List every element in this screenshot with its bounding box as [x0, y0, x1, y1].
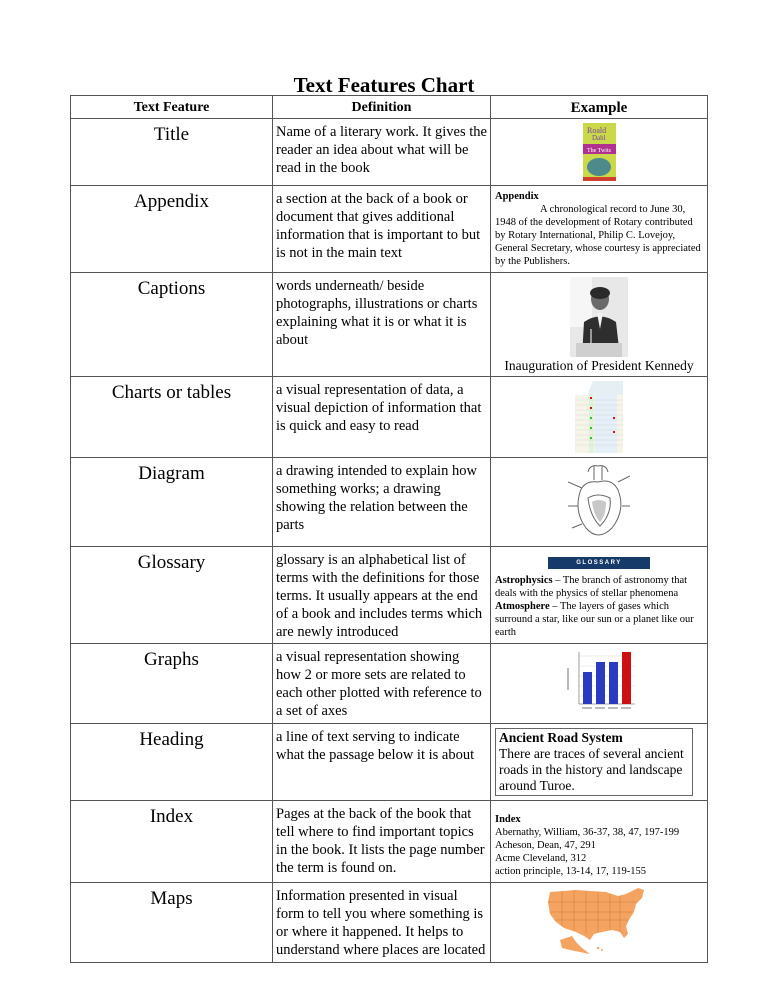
example-cell: [491, 273, 708, 377]
example-cell: [491, 883, 708, 963]
heading-example-body: There are traces of several ancient roads in the history and landscape around Turoe.: [499, 746, 684, 793]
index-example-heading: Index: [495, 814, 521, 825]
feature-cell: Glossary: [71, 547, 273, 644]
glossary-banner: GLOSSARY: [548, 557, 650, 569]
appendix-example-heading: Appendix: [495, 191, 539, 202]
definition-cell: a drawing intended to explain how something works; a drawing showing the relation between the parts: [273, 458, 491, 547]
glossary-entry: [495, 574, 703, 600]
definition-cell: a visual representation showing how 2 or more sets are related to each other plotted with reference to a set of axes: [273, 644, 491, 724]
example-cell: [491, 801, 708, 883]
bar-graph-icon: [563, 648, 635, 714]
definition-cell: Pages at the back of the book that tell where to find important topics in the book. It lists the page number the term is found on.: [273, 801, 491, 883]
feature-cell: Title: [71, 119, 273, 186]
definition-cell: a section at the back of a book or document that gives additional information that is important to but is not in the main text: [273, 186, 491, 273]
feature-cell: Diagram: [71, 458, 273, 547]
definition-cell: words underneath/ beside photographs, illustrations or charts explaining what it is or what it is about: [273, 273, 491, 377]
index-line: action principle, 13-14, 17, 119-155: [495, 866, 646, 877]
text-features-table: [70, 95, 708, 963]
feature-cell: Charts or tables: [71, 377, 273, 458]
table-row: [71, 644, 708, 724]
example-cell: [491, 724, 708, 801]
us-map-icon: [546, 886, 652, 956]
feature-cell: Maps: [71, 883, 273, 963]
heading-example-title: Ancient Road System: [499, 730, 623, 745]
index-line: Abernathy, William, 36-37, 38, 47, 197-199: [495, 827, 680, 838]
table-row: [71, 186, 708, 273]
table-header-row: [71, 96, 708, 119]
column-header-definition: Definition: [273, 96, 491, 119]
example-cell: [491, 644, 708, 724]
table-row: [71, 547, 708, 644]
svg-text:The Twits: The Twits: [586, 148, 611, 154]
definition-cell: Information presented in visual form to tell you where something is or where it happened. It helps to understand where places are located: [273, 883, 491, 963]
table-row: [71, 458, 708, 547]
document-title: Text Features Chart: [293, 73, 475, 97]
book-cover-icon: [583, 123, 616, 181]
example-cell: [491, 186, 708, 273]
svg-text:Roald: Roald: [586, 126, 606, 135]
definition-cell: glossary is an alphabetical list of terms with the definitions for those terms. It usually appears at the end of a book and includes terms which are newly introduced: [273, 547, 491, 644]
glossary-entry: [495, 600, 703, 639]
table-row: [71, 119, 708, 186]
glossary-definition: – The branch of astronomy that deals with the physics of stellar phenomena: [495, 575, 688, 599]
caption-text: Inauguration of President Kennedy: [504, 358, 694, 373]
glossary-term: Atmosphere: [495, 601, 550, 612]
glossary-definition: – The layers of gases which surround a star, like our sun or a planet like our earth: [495, 601, 694, 638]
svg-text:Dahl: Dahl: [591, 134, 606, 142]
definition-cell: Name of a literary work. It gives the reader an idea about what will be read in the book: [273, 119, 491, 186]
photo-kennedy-icon: [570, 277, 628, 357]
index-line: Acme Cleveland, 312: [495, 853, 587, 864]
feature-cell: Heading: [71, 724, 273, 801]
feature-cell: Captions: [71, 273, 273, 377]
table-row: [71, 883, 708, 963]
example-cell: [491, 547, 708, 644]
example-cell: [491, 458, 708, 547]
definition-cell: a line of text serving to indicate what the passage below it is about: [273, 724, 491, 801]
example-cell: [491, 377, 708, 458]
table-row: [71, 273, 708, 377]
heart-diagram-icon: [568, 462, 630, 542]
index-line: Acheson, Dean, 47, 291: [495, 840, 596, 851]
table-row: [71, 801, 708, 883]
table-row: [71, 377, 708, 458]
table-row: [71, 724, 708, 801]
feature-cell: Graphs: [71, 644, 273, 724]
feature-cell: Appendix: [71, 186, 273, 273]
feature-cell: Index: [71, 801, 273, 883]
definition-cell: a visual representation of data, a visual depiction of information that is quick and easy to read: [273, 377, 491, 458]
table-chart-icon: [575, 381, 623, 453]
example-cell: [491, 119, 708, 186]
column-header-feature: Text Feature: [71, 96, 273, 119]
column-header-example: Example: [491, 96, 708, 119]
heading-example-box: [495, 728, 693, 796]
glossary-term: Astrophysics: [495, 575, 553, 586]
appendix-example-body: A chronological record to June 30, 1948 of the development of Rotary contributed by Rotary International, Philip C. Lovejoy, General Secretary, whose courtesy is appreciated by the Publishers.: [495, 204, 701, 267]
